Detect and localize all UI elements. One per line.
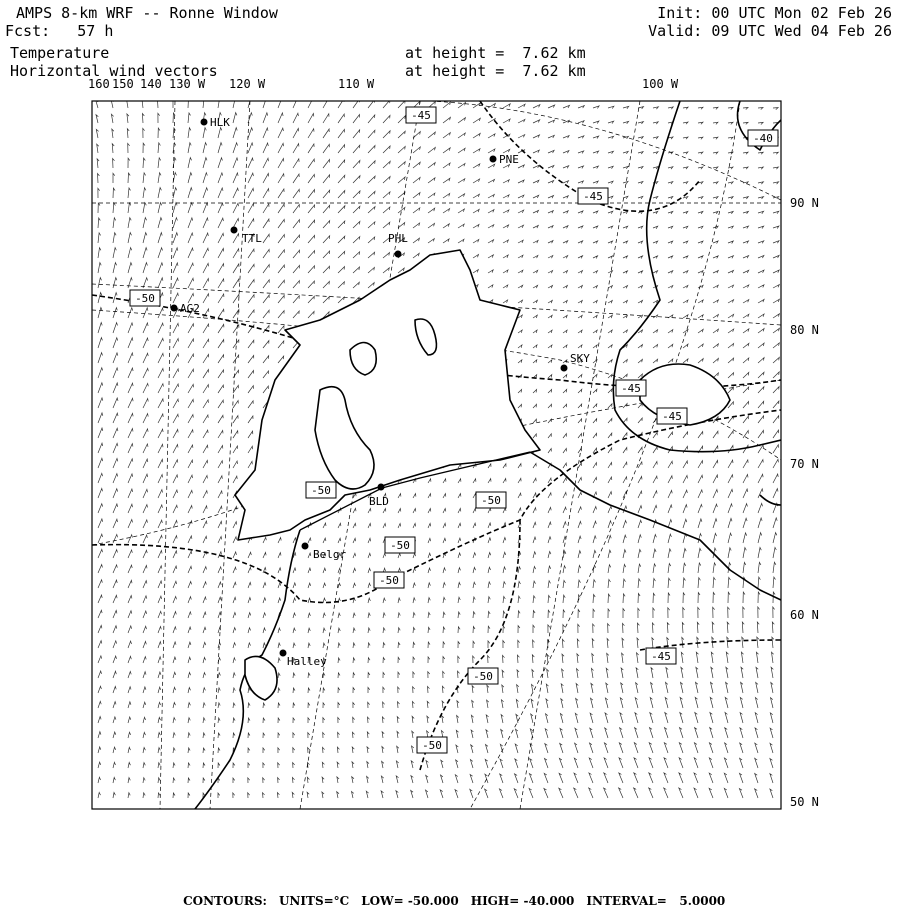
station-label-halley: Halley (287, 655, 327, 668)
station-dot-phl (395, 251, 402, 258)
contour-label-text: -50 (473, 670, 493, 683)
lon-label-150: 150 (112, 77, 134, 91)
contour-label-text: -45 (621, 382, 641, 395)
field-temperature: Temperature (10, 44, 110, 62)
forecast-hour: Fcst: 57 h (5, 22, 114, 40)
lon-label-160: 160 (88, 77, 110, 91)
station-label-bld: BLD (369, 495, 389, 508)
lon-label-130w: 130 W (169, 77, 206, 91)
station-dot-pne (490, 156, 497, 163)
lat-label-60n: 60 N (790, 608, 819, 622)
init-time: Init: 00 UTC Mon 02 Feb 26 (657, 4, 892, 22)
lat-label-70n: 70 N (790, 457, 819, 471)
contour-footer (0, 880, 900, 908)
latitude-line-50n (430, 101, 781, 200)
coastline (195, 101, 781, 809)
meridian-100w (520, 101, 640, 809)
footer-contours: CONTOURS: (183, 894, 267, 908)
lon-label-110w: 110 W (338, 77, 375, 91)
valid-time: Valid: 09 UTC Wed 04 Feb 26 (648, 22, 892, 40)
contour-label-text: -50 (379, 574, 399, 587)
meridian-130w (160, 101, 175, 809)
station-label-ttl: TTL (242, 232, 262, 245)
meridian-120w (210, 101, 250, 809)
coastline-segment (760, 495, 781, 505)
contour-line (420, 410, 781, 770)
lat-label-80n: 80 N (790, 323, 819, 337)
contour-label-text: -45 (651, 650, 671, 663)
map-title: AMPS 8-km WRF -- Ronne Window (16, 4, 278, 22)
station-dot-hlk (201, 119, 208, 126)
field-wind: Horizontal wind vectors (10, 62, 218, 80)
contour-label-text: -50 (422, 739, 442, 752)
contour-label-text: -40 (753, 132, 773, 145)
station-dot-ag2 (171, 305, 178, 312)
contour-label-text: -50 (135, 292, 155, 305)
contour-label-text: -45 (583, 190, 603, 203)
lon-label-100w: 100 W (642, 77, 679, 91)
station-label-hlk: HLK (210, 116, 230, 129)
height-wind: at height = 7.62 km (405, 62, 586, 80)
station-label-phl: PHL (388, 232, 408, 245)
footer-low: LOW= -50.000 (361, 894, 459, 908)
station-dot-sky (561, 365, 568, 372)
station-dot-belgr (302, 543, 309, 550)
station-label-sky: SKY (570, 352, 590, 365)
footer-units: UNITS=°C (278, 894, 350, 908)
contour-label-text: -45 (411, 109, 431, 122)
station-dot-ttl (231, 227, 238, 234)
station-dot-bld (378, 484, 385, 491)
contour-label-text: -50 (481, 494, 501, 507)
lat-label-50n: 50 N (790, 795, 819, 809)
lon-label-120w: 120 W (229, 77, 266, 91)
lon-label-140: 140 (140, 77, 162, 91)
lat-label-90n: 90 N (790, 196, 819, 210)
coast-island (245, 656, 277, 700)
contour-line (92, 520, 520, 603)
contour-label-text: -45 (662, 410, 682, 423)
footer-interval: INTERVAL= 5.0000 (586, 894, 726, 908)
footer-high: HIGH= -40.000 (470, 894, 575, 908)
station-label-belgr: Belgr (313, 548, 347, 561)
station-label-pne: PNE (499, 153, 519, 166)
station-label-ag2: AG2 (180, 302, 200, 315)
contour-label-text: -50 (311, 484, 331, 497)
station-dot-halley (280, 650, 287, 657)
height-temperature: at height = 7.62 km (405, 44, 586, 62)
contour-label-text: -50 (390, 539, 410, 552)
